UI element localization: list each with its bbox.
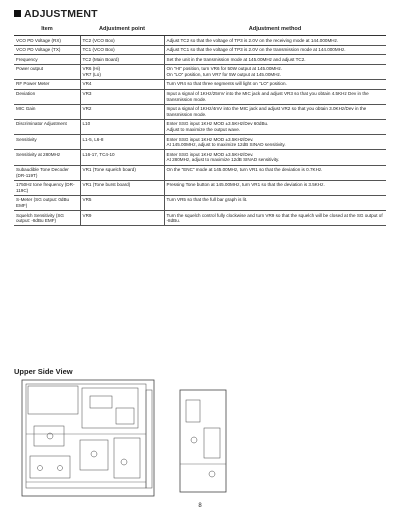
row-adjustment-point-cell: VR9 (80, 211, 164, 226)
tone-board-drawing (180, 390, 226, 492)
row-adjustment-method-cell: Enter SSG input 1KHz MOD ±3.5KHz/Dev. At 145.00MHz, adjust to maximize 12dB SINAD sensitivity. (164, 135, 386, 150)
adjustment-heading (14, 8, 98, 20)
row-adjustment-point-cell: VR1 (Tone burst board) (80, 180, 164, 195)
row-adjustment-point-cell: L1-5, L6-8 (80, 135, 164, 150)
row-item-cell: 1750Hz tone frequency (DR-119C) (14, 180, 80, 195)
row-adjustment-method-cell: Input a signal of 1KHz/4mV into the MIC jack and adjust VR2 so that you obtain 3.0KHz/Dev in the transmission mode. (164, 104, 386, 119)
row-adjustment-point-cell: VR2 (80, 104, 164, 119)
row-adjustment-method-cell: Enter SSG input 1KHz MOD ±3.5KHz/Dev 60dBu. Adjust to maximize the output wave. (164, 119, 386, 134)
table-row (14, 195, 386, 210)
table-row (14, 89, 386, 104)
row-item-cell: Deviation (14, 89, 80, 104)
row-adjustment-method-cell: Input a signal of 1KHz/25mV into the MIC jack and adjust VR3 so that you obtain 4.5KHz Dev in the transmission mode. (164, 89, 386, 104)
table-row (14, 211, 386, 226)
row-adjustment-method-cell: On "HI" position, turn VR6 for 50W output at 145.00MHz. On "LO" position, turn VR7 for 5W output at 145.00MHz. (164, 64, 386, 79)
table-row (14, 104, 386, 119)
row-adjustment-point-cell: VR3 (80, 89, 164, 104)
row-adjustment-method-cell: Adjust TC2 so that the voltage of TP3 is 2.0V on the receiving mode at 144.000MHz. (164, 36, 386, 46)
row-item-cell: VCO PD Voltage (TX) (14, 45, 80, 55)
column-header-method: Adjustment method (164, 22, 386, 36)
upper-side-view-diagram (20, 378, 250, 500)
row-adjustment-method-cell: Turn the squelch control fully clockwise and turn VR9 so that the squelch will be closed at the SG output of -8dBu. (164, 211, 386, 226)
table-row (14, 135, 386, 150)
row-adjustment-method-cell: Set the unit in the transmission mode at 145.00MHz and adjust TC2. (164, 55, 386, 65)
column-header-item: Item (14, 22, 80, 36)
row-adjustment-point-cell: VR5 (80, 195, 164, 210)
column-header-point: Adjustment point (80, 22, 164, 36)
table-row (14, 119, 386, 134)
row-adjustment-method-cell: Turn VR4 so that three segments will light on "LO" position. (164, 79, 386, 89)
row-adjustment-point-cell: VR4 (80, 79, 164, 89)
row-adjustment-method-cell: On the "ENC" mode at 145.00MHz, turn VR1 so that the deviation is 0.7KHz. (164, 165, 386, 180)
row-item-cell: S-Meter (SG output: 0dBu EMF) (14, 195, 80, 210)
row-adjustment-method-cell: Adjust TC1 so that the voltage of TP3 is 2.0V on the transmission mode at 144.000MHz. (164, 45, 386, 55)
row-item-cell: RF Power Meter (14, 79, 80, 89)
row-item-cell: Sensitivity (14, 135, 80, 150)
table-row (14, 165, 386, 180)
row-item-cell: Squelch Sensitivity (SG output: -8dBu EMF) (14, 211, 80, 226)
heading-bullet (14, 10, 21, 17)
main-board-drawing (22, 380, 154, 496)
row-adjustment-point-cell: TC1 (VCO Box) (80, 45, 164, 55)
row-adjustment-point-cell: TC2 (VCO Box) (80, 36, 164, 46)
row-adjustment-method-cell: Enter SSG input 1KHz MOD ±3.5KHz/Dev. At 280MHz, adjust to maximize 12dB SINAD sensitivity. (164, 150, 386, 165)
row-item-cell: Power output (14, 64, 80, 79)
row-item-cell: MIC Gain (14, 104, 80, 119)
row-adjustment-method-cell: Turn VR5 so that the full bar graph is lit. (164, 195, 386, 210)
table-row (14, 79, 386, 89)
page-number: 8 (198, 503, 202, 509)
row-adjustment-point-cell: VR1 (Tone squelch board) (80, 165, 164, 180)
table-body (14, 36, 386, 226)
heading-text: ADJUSTMENT (24, 8, 98, 20)
row-item-cell: Frequency (14, 55, 80, 65)
row-item-cell: Discriminator Adjustment (14, 119, 80, 134)
row-adjustment-point-cell: TC2 (Main Board) (80, 55, 164, 65)
table-row (14, 45, 386, 55)
row-adjustment-method-cell: Pressing Tone button at 145.00MHz, turn VR1 so that the deviation is 3.5KHz. (164, 180, 386, 195)
table-row (14, 55, 386, 65)
upper-side-view-heading: Upper Side View (14, 367, 73, 376)
adjustment-table (14, 22, 386, 226)
row-item-cell: Sensitivity at 280MHz (14, 150, 80, 165)
table-row (14, 36, 386, 46)
row-adjustment-point-cell: VR6 (Hi) VR7 (Lo) (80, 64, 164, 79)
row-item-cell: VCO PD Voltage (RX) (14, 36, 80, 46)
row-adjustment-point-cell: L10 (80, 119, 164, 134)
table-header-row (14, 22, 386, 36)
table-row (14, 180, 386, 195)
table-row (14, 64, 386, 79)
table-row (14, 150, 386, 165)
row-item-cell: Subaudible Tone Decoder (DR-119T) (14, 165, 80, 180)
row-adjustment-point-cell: L16-17, TC4-10 (80, 150, 164, 165)
